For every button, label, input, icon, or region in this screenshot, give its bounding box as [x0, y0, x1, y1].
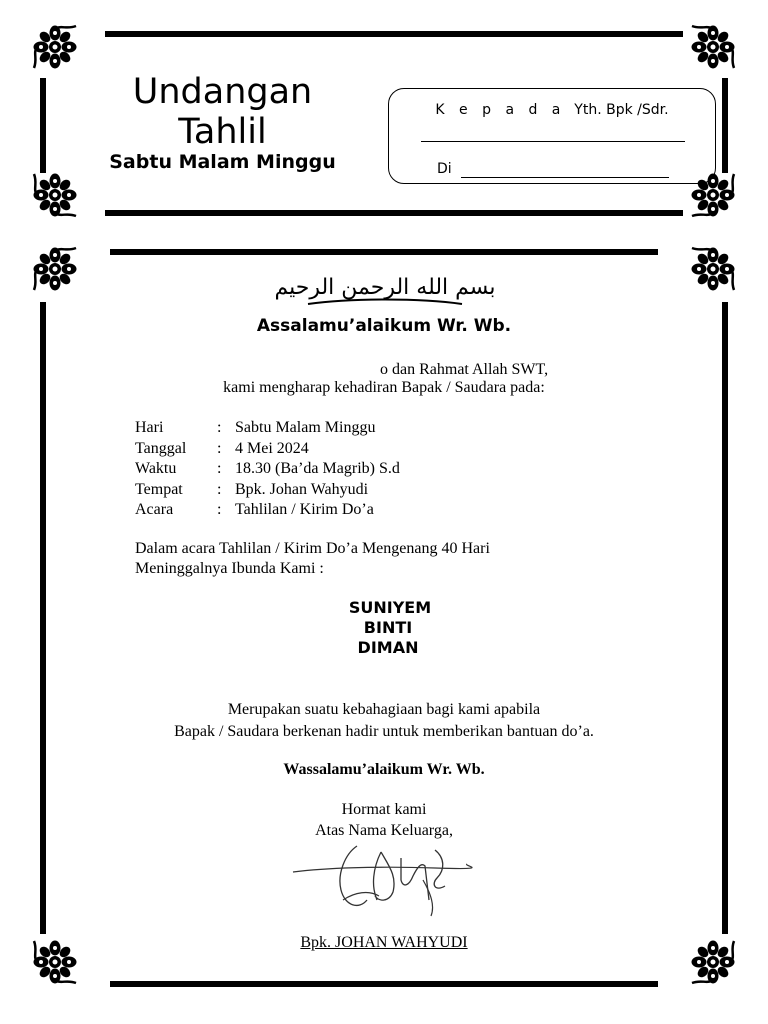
detail-row-acara [135, 500, 400, 521]
detail-value: 18.30 (Ba’da Magrib) S.d [235, 460, 400, 477]
invitation-card [0, 232, 768, 1002]
subtitle: Sabtu Malam Minggu [109, 151, 336, 173]
deceased-name-line-1: SUNIYEM [348, 598, 432, 617]
detail-row-tempat [135, 480, 400, 501]
regards-line-1: Hormat kami [341, 801, 427, 818]
detail-value: Sabtu Malam Minggu [235, 419, 376, 436]
border-bottom [105, 210, 683, 216]
address-location-line [461, 177, 669, 178]
detail-colon: : [217, 501, 222, 518]
title-line-2: Tahlil [178, 112, 267, 152]
border-right [722, 78, 728, 173]
border-top [110, 249, 658, 255]
memorial-line-2: Meninggalnya Ibunda Kami : [135, 560, 324, 577]
detail-label: Acara [135, 501, 174, 518]
detail-row-waktu [135, 459, 400, 480]
corner-ornament-icon [688, 244, 738, 294]
basmala-text: بسم الله الرحمن الرحيم [274, 275, 496, 300]
event-details [135, 418, 400, 521]
deceased-name-line-3: DIMAN [357, 638, 419, 657]
signature-image [285, 840, 475, 920]
intro-line-2: kami mengharap kehadiran Bapak / Saudara pada: [223, 379, 545, 396]
detail-label: Hari [135, 419, 164, 436]
detail-colon: : [217, 480, 222, 498]
intro-line-1: o dan Rahmat Allah SWT, [380, 361, 549, 378]
basmala-calligraphy [274, 260, 496, 312]
address-di-label: Di [437, 161, 452, 177]
detail-colon: : [217, 419, 222, 436]
greeting: Assalamu’alaikum Wr. Wb. [256, 316, 512, 336]
header-card [0, 0, 768, 230]
detail-value: Bpk. Johan Wahyudi [235, 480, 369, 498]
detail-colon: : [217, 460, 222, 477]
closing-line-1: Merupakan suatu kebahagiaan bagi kami apabila [227, 701, 541, 718]
deceased-name-line-2: BINTI [363, 618, 413, 637]
corner-ornament-icon [30, 170, 80, 220]
signer-name: Bpk. JOHAN WAHYUDI [300, 934, 468, 951]
detail-label: Tanggal [135, 439, 187, 457]
detail-value: Tahlilan / Kirim Do’a [235, 501, 374, 518]
closing-line-2: Bapak / Saudara berkenan hadir untuk memberikan bantuan do’a. [174, 723, 594, 740]
border-left [40, 78, 46, 173]
detail-colon: : [217, 439, 222, 457]
regards-line-2: Atas Nama Keluarga, [315, 822, 453, 839]
detail-label: Waktu [135, 460, 177, 477]
address-label [389, 102, 715, 118]
detail-label: Tempat [135, 480, 183, 498]
detail-value: 4 Mei 2024 [235, 439, 309, 457]
corner-ornament-icon [30, 22, 80, 72]
border-bottom [110, 981, 658, 987]
corner-ornament-icon [688, 22, 738, 72]
detail-row-tanggal [135, 439, 400, 460]
address-box [388, 88, 716, 184]
title-line-1: Undangan [132, 72, 313, 112]
address-label-kepada: K e p a d a [435, 102, 566, 118]
corner-ornament-icon [30, 244, 80, 294]
detail-row-hari [135, 418, 400, 439]
memorial-line-1: Dalam acara Tahlilan / Kirim Do’a Mengenang 40 Hari [135, 540, 490, 557]
border-top [105, 31, 683, 37]
farewell: Wassalamu’alaikum Wr. Wb. [283, 761, 485, 778]
address-name-line [421, 141, 685, 142]
address-label-recipient: Yth. Bpk /Sdr. [565, 102, 669, 118]
